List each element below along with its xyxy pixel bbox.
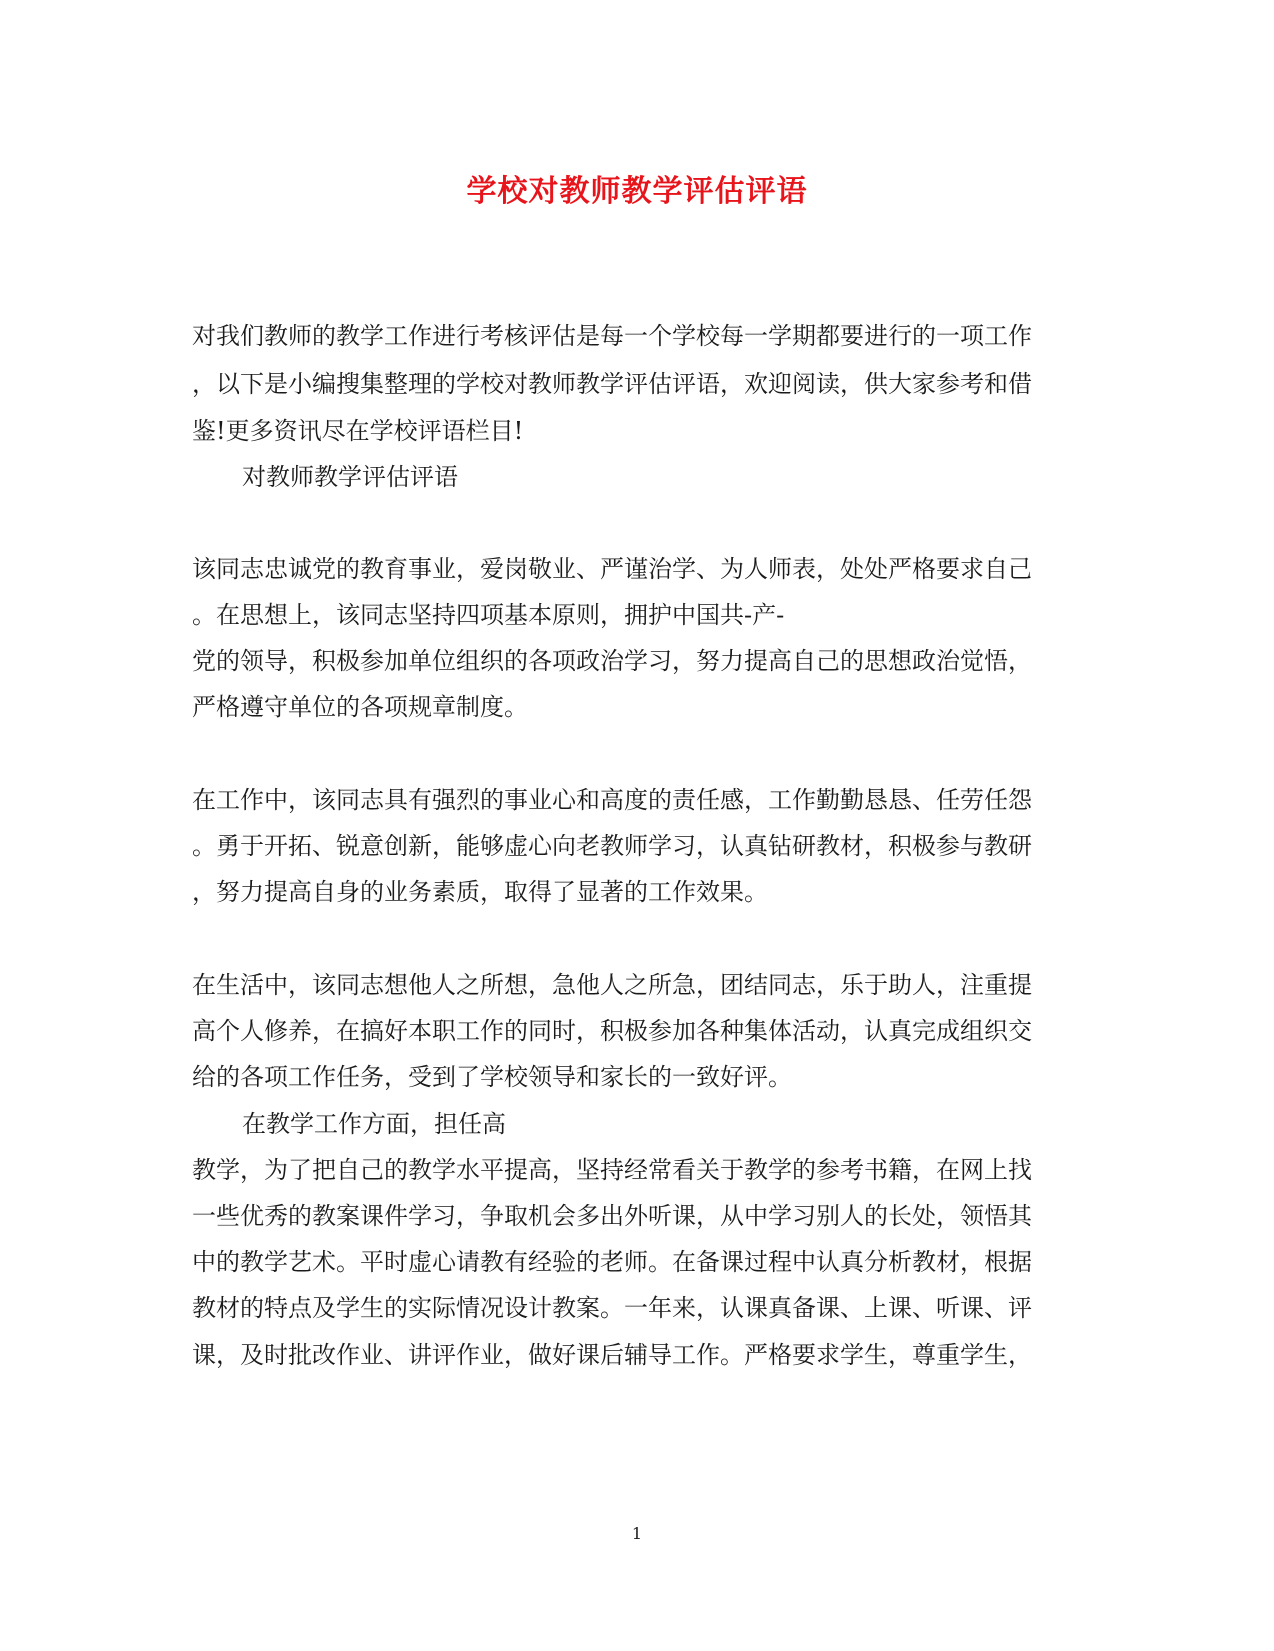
page-number: 1 xyxy=(631,1524,643,1543)
document-title: 学校对教师教学评估评语 xyxy=(466,174,808,209)
paragraph-1-line-1: 该同志忠诚党的教育事业，爱岗敬业、严谨治学、为人师表，处处严格要求自己 xyxy=(192,555,1032,583)
paragraph-4-line-1: 在教学工作方面，担任高 xyxy=(242,1110,506,1138)
paragraph-3-line-1: 在生活中，该同志想他人之所想，急他人之所急，团结同志，乐于助人，注重提 xyxy=(192,971,1032,999)
section-heading: 对教师教学评估评语 xyxy=(242,463,458,491)
intro-line-3: 鉴!更多资讯尽在学校评语栏目! xyxy=(192,417,524,445)
paragraph-4-line-5: 教材的特点及学生的实际情况设计教案。一年来，认课真备课、上课、听课、评 xyxy=(192,1294,1032,1322)
paragraph-4-line-2: 教学，为了把自己的教学水平提高，坚持经常看关于教学的参考书籍，在网上找 xyxy=(192,1156,1032,1184)
paragraph-4-line-3: 一些优秀的教案课件学习，争取机会多出外听课，从中学习别人的长处，领悟其 xyxy=(192,1202,1032,1230)
intro-line-1: 对我们教师的教学工作进行考核评估是每一个学校每一学期都要进行的一项工作 xyxy=(192,322,1032,350)
paragraph-4-line-6: 课，及时批改作业、讲评作业，做好课后辅导工作。严格要求学生，尊重学生， xyxy=(192,1341,1032,1369)
paragraph-3-line-3: 给的各项工作任务，受到了学校领导和家长的一致好评。 xyxy=(192,1063,792,1091)
intro-line-2: ，以下是小编搜集整理的学校对教师教学评估评语，欢迎阅读，供大家参考和借 xyxy=(192,370,1032,398)
paragraph-2-line-1: 在工作中，该同志具有强烈的事业心和高度的责任感，工作勤勤恳恳、任劳任怨 xyxy=(192,786,1032,814)
paragraph-1-line-4: 严格遵守单位的各项规章制度。 xyxy=(192,693,528,721)
paragraph-1-line-2: 。在思想上，该同志坚持四项基本原则，拥护中国共-产- xyxy=(192,601,785,629)
paragraph-4-line-4: 中的教学艺术。平时虚心请教有经验的老师。在备课过程中认真分析教材，根据 xyxy=(192,1248,1032,1276)
paragraph-2-line-3: ，努力提高自身的业务素质，取得了显著的工作效果。 xyxy=(192,878,768,906)
paragraph-3-line-2: 高个人修养，在搞好本职工作的同时，积极参加各种集体活动，认真完成组织交 xyxy=(192,1017,1032,1045)
paragraph-2-line-2: 。勇于开拓、锐意创新，能够虚心向老教师学习，认真钻研教材，积极参与教研 xyxy=(192,832,1032,860)
paragraph-1-line-3: 党的领导，积极参加单位组织的各项政治学习，努力提高自己的思想政治觉悟， xyxy=(192,647,1032,675)
